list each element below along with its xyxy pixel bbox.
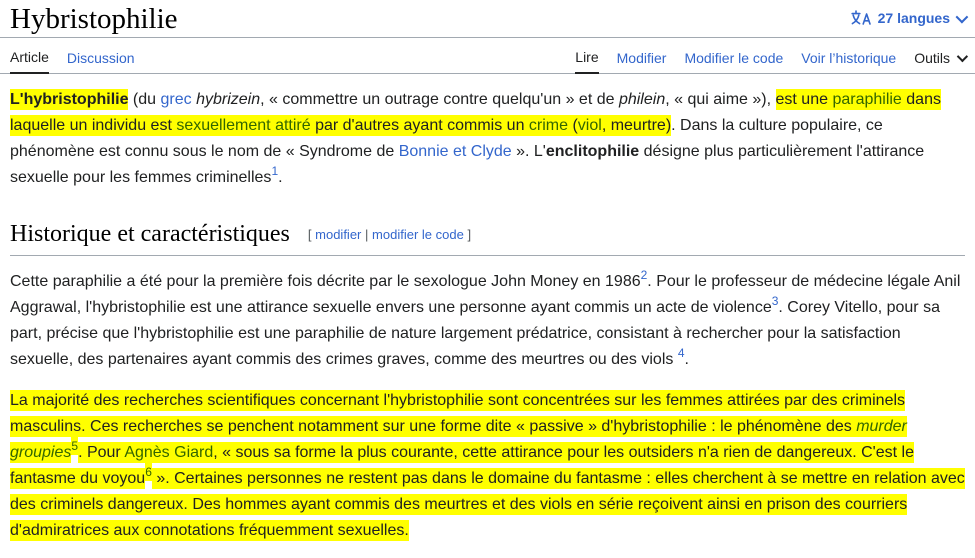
- reference-link[interactable]: 6: [145, 464, 152, 479]
- text-segment: enclitophilie: [545, 143, 640, 160]
- text-segment: ». L': [511, 143, 546, 160]
- tab-lire[interactable]: Lire: [575, 38, 598, 74]
- text-segment: hybrizein: [196, 91, 261, 108]
- text-segment: Cette paraphilie a été pour la première fois décrite par le sexologue John Money en 1986: [10, 273, 641, 290]
- wiki-link[interactable]: viol: [577, 117, 602, 134]
- wiki-link[interactable]: Agnès Giard: [124, 444, 214, 461]
- page-title: Hybristophilie: [10, 3, 178, 35]
- tools-menu-label: Outils: [914, 49, 950, 66]
- article-header: [0, 0, 975, 38]
- view-tabs: [557, 38, 965, 73]
- chevron-down-icon: [956, 10, 969, 23]
- reference-link[interactable]: 4: [677, 345, 685, 360]
- tab-discussion[interactable]: Discussion: [66, 49, 135, 66]
- text-segment: . Corey Vitello, pour sa part, précise que l'hybristophilie est une paraphilie de nature largement prédatrice, consistant à rechercher pour la satisfaction sexuelle, des partenaires ayant commis des crimes graves, comme des meurtres ou des viols: [10, 299, 940, 368]
- text-segment: désigne plus particulièrement l'attirance sexuelle pour les femmes criminelles: [10, 143, 925, 186]
- tab-article[interactable]: Article: [10, 38, 49, 74]
- edit-source-link[interactable]: modifier le code: [372, 227, 464, 242]
- text-segment: .: [278, 169, 283, 186]
- text-segment: ». Certaines personnes ne restent pas dans le domaine du fantasme : elles cherchent à se mettre en relation avec des criminels dangereux. Des hommes ayant commis des meurtres et des viols en série reçoivent ainsi en prison des courriers d'admiratrices aux connotations fréquemment sexuelles.: [10, 470, 965, 539]
- wiki-link[interactable]: grec: [160, 91, 192, 108]
- text-segment: , « qui aime »),: [665, 91, 776, 108]
- tools-menu-button[interactable]: [914, 38, 965, 73]
- wiki-link[interactable]: paraphilie: [832, 91, 902, 108]
- bracket-close: ]: [467, 227, 472, 242]
- text-segment: La majorité des recherches scientifiques concernant l'hybristophilie sont concentrées sur les femmes attirées par des criminels masculins. Ces recherches se penchent notamment sur une forme dite « passive » d'hybristophilie : le phénomène des: [10, 392, 906, 435]
- edit-section-link[interactable]: modifier: [315, 227, 362, 242]
- text-segment: , « commettre un outrage contre quelqu'un » et de: [260, 91, 619, 108]
- language-selector-button[interactable]: [851, 10, 965, 26]
- history-paragraph-1: [10, 269, 965, 373]
- reference-link[interactable]: 2: [640, 267, 648, 282]
- tab-voir-historique[interactable]: Voir l’historique: [801, 49, 897, 66]
- text-segment: .: [684, 351, 689, 368]
- chevron-down-icon: [957, 50, 968, 61]
- bracket-open: [: [307, 227, 312, 242]
- edit-section-links: [308, 227, 471, 242]
- text-segment: . Pour: [78, 444, 125, 461]
- section-heading: [10, 220, 965, 256]
- text-segment: (: [568, 117, 578, 134]
- wiki-link[interactable]: sexuellement attiré: [176, 117, 311, 134]
- reference-link[interactable]: 5: [71, 438, 79, 453]
- section-heading-text: Historique et caractéristiques: [10, 221, 290, 247]
- view-tab-bar: [0, 38, 975, 74]
- text-segment: par d'autres ayant commis un: [310, 117, 529, 134]
- wiki-link[interactable]: crime: [528, 117, 569, 134]
- intro-paragraph: [10, 87, 965, 191]
- text-segment: philein: [618, 91, 666, 108]
- language-count-label: 27 langues: [877, 10, 950, 26]
- text-segment: , meurtre): [601, 117, 672, 134]
- text-segment: est une: [775, 91, 833, 108]
- language-icon: [851, 10, 872, 26]
- wiki-link[interactable]: murder groupies: [10, 418, 907, 461]
- article-content: [0, 87, 975, 544]
- wiki-link[interactable]: Bonnie et Clyde: [398, 143, 512, 160]
- text-segment: . Dans la culture populaire, ce phénomène est connu sous le nom de « Syndrome de: [10, 117, 883, 160]
- reference-link[interactable]: 3: [771, 293, 779, 308]
- text-segment: , « sous sa forme la plus courante, cette attirance pour les outsiders n'a rien de dangereux. C'est le fantasme du voyou: [10, 444, 914, 487]
- history-paragraph-2: [10, 388, 965, 544]
- namespace-tabs: [10, 38, 153, 73]
- text-segment: dans laquelle un individu est: [10, 91, 941, 134]
- reference-link[interactable]: 1: [271, 163, 279, 178]
- text-segment: . Pour le professeur de médecine légale Anil Aggrawal, l'hybristophilie est une attirance sexuelle envers une personne ayant commis un acte de violence: [10, 273, 961, 316]
- text-segment: (du: [128, 91, 161, 108]
- edit-separator: |: [365, 227, 369, 242]
- tab-modifier-le-code[interactable]: Modifier le code: [684, 49, 784, 66]
- tab-modifier[interactable]: Modifier: [616, 49, 667, 66]
- text-segment: L'hybristophilie: [10, 91, 129, 108]
